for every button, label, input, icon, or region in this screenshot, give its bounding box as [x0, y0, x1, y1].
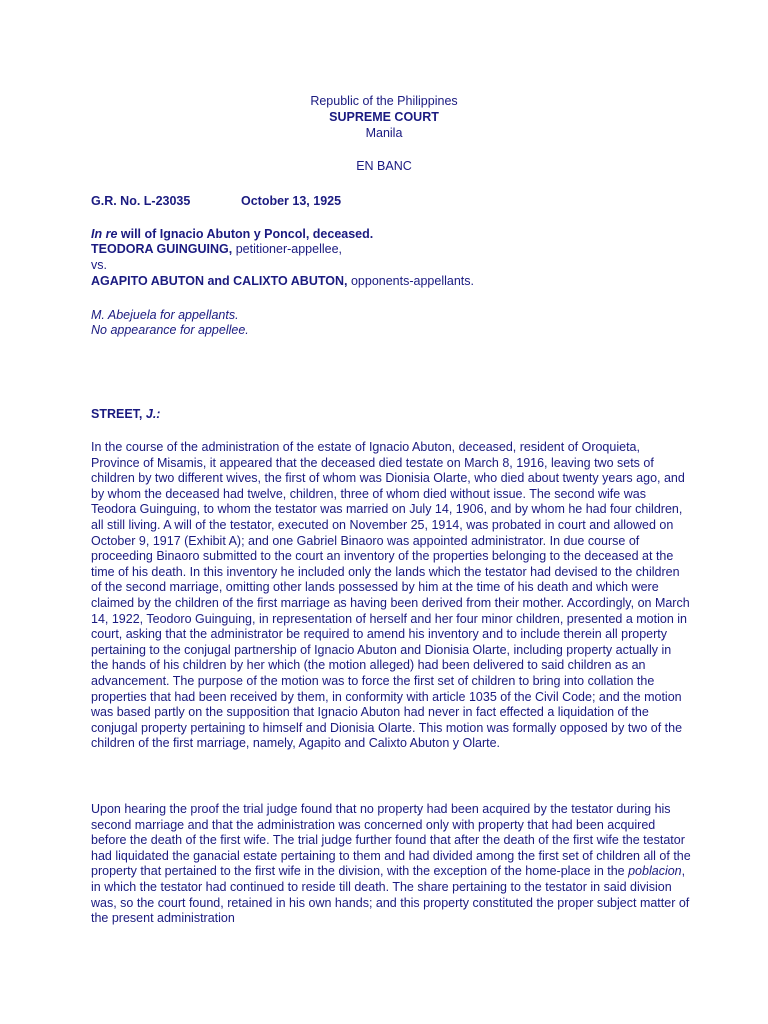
petitioner-role: petitioner-appellee, — [232, 242, 343, 256]
author-suffix: J.: — [145, 407, 161, 421]
opponent-names: AGAPITO ABUTON and CALIXTO ABUTON, — [91, 274, 348, 288]
counsel-appellants: M. Abejuela for appellants. — [91, 308, 239, 322]
opinion-paragraph-2 — [91, 802, 691, 927]
petitioner-line — [91, 241, 342, 257]
paragraph-2-italic: poblacion — [628, 864, 682, 879]
court-heading: SUPREME COURT — [329, 110, 439, 124]
in-re-prefix: In re — [91, 227, 118, 241]
city-heading: Manila — [365, 126, 403, 140]
division-heading: EN BANC — [356, 159, 412, 173]
petitioner-name: TEODORA GUINGUING, — [91, 242, 233, 256]
opinion-paragraph-1: In the course of the administration of the estate of Ignacio Abuton, deceased, resident of Oroquieta, Province of Misamis, it appeared that the deceased died testate on March 8, 1916, leaving two sets of children by two different wives, the first of whom was Dionisia Olarte, who died about twenty years ago, and by whom the deceased had twelve, children, three of whom died without issue. The second wife was Teodora Guinguing, to whom the testator was married on July 14, 1906, and by whom he had four children, all still living. A will of the testator, executed on November 25, 1914, was probated in court and allowed on October 9, 1917 (Exhibit A); and one Gabriel Binaoro was appointed administrator. In due course of proceeding Binaoro submitted to the court an inventory of the properties belonging to the deceased at the time of his death. In this inventory he included only the lands which the testator had devised to the children of the second marriage, omitting other lands possessed by him at the time of his death and which were claimed by the children of the first marriage as having been derived from their mother. Accordingly, on March 14, 1922, Teodoro Guinguing, in representation of herself and her four minor children, presented a motion in court, asking that the administrator be required to amend his inventory and to include therein all property pertaining to the conjugal partnership of Ignacio Abuton and Dionisia Olarte, including property actually in the hands of his children by her which (the motion alleged) had been delivered to said children as an advancement. The purpose of the motion was to force the first set of children to bring into collation the properties that had been received by them, in conformity with article 1035 of the Civil Code; and the motion was based partly on the supposition that Ignacio Abuton had never in fact effected a liquidation of the conjugal property pertaining to himself and Dionisia Olarte. This motion was formally opposed by two of the children of the first marriage, namely, Agapito and Calixto Abuton y Olarte. — [91, 440, 690, 751]
case-date: October 13, 1925 — [241, 194, 342, 208]
opinion-author — [91, 406, 160, 422]
paragraph-2-text-b: , in which the testator had continued to reside till death. The share pertaining to the testator in said division was, so the court found, retained in his own hands; and this property constituted the proper subject matter of the present administration — [91, 864, 690, 926]
in-re-text: will of Ignacio Abuton y Poncol, deceased. — [117, 227, 374, 241]
paragraph-2-text-a: Upon hearing the proof the trial judge found that no property had been acquired by the testator during his second marriage and that the administration was concerned only with property that had been acquired before the death of the first wife. The trial judge further found that after the death of the first wife the testator had liquidated the ganacial estate pertaining to them and had divided among the first set of children all of the property that pertained to the first wife in the division, with the exception of the home-place in the — [91, 802, 691, 879]
case-number: G.R. No. L-23035 — [91, 194, 191, 208]
author-name: STREET, — [91, 407, 146, 421]
case-number-line — [91, 193, 341, 209]
counsel-appellee: No appearance for appellee. — [91, 323, 249, 337]
opponent-line — [91, 273, 474, 289]
versus-line: vs. — [91, 258, 107, 272]
country-heading: Republic of the Philippines — [310, 94, 458, 108]
opponent-role: opponents-appellants. — [347, 274, 474, 288]
in-re-line — [91, 226, 373, 242]
